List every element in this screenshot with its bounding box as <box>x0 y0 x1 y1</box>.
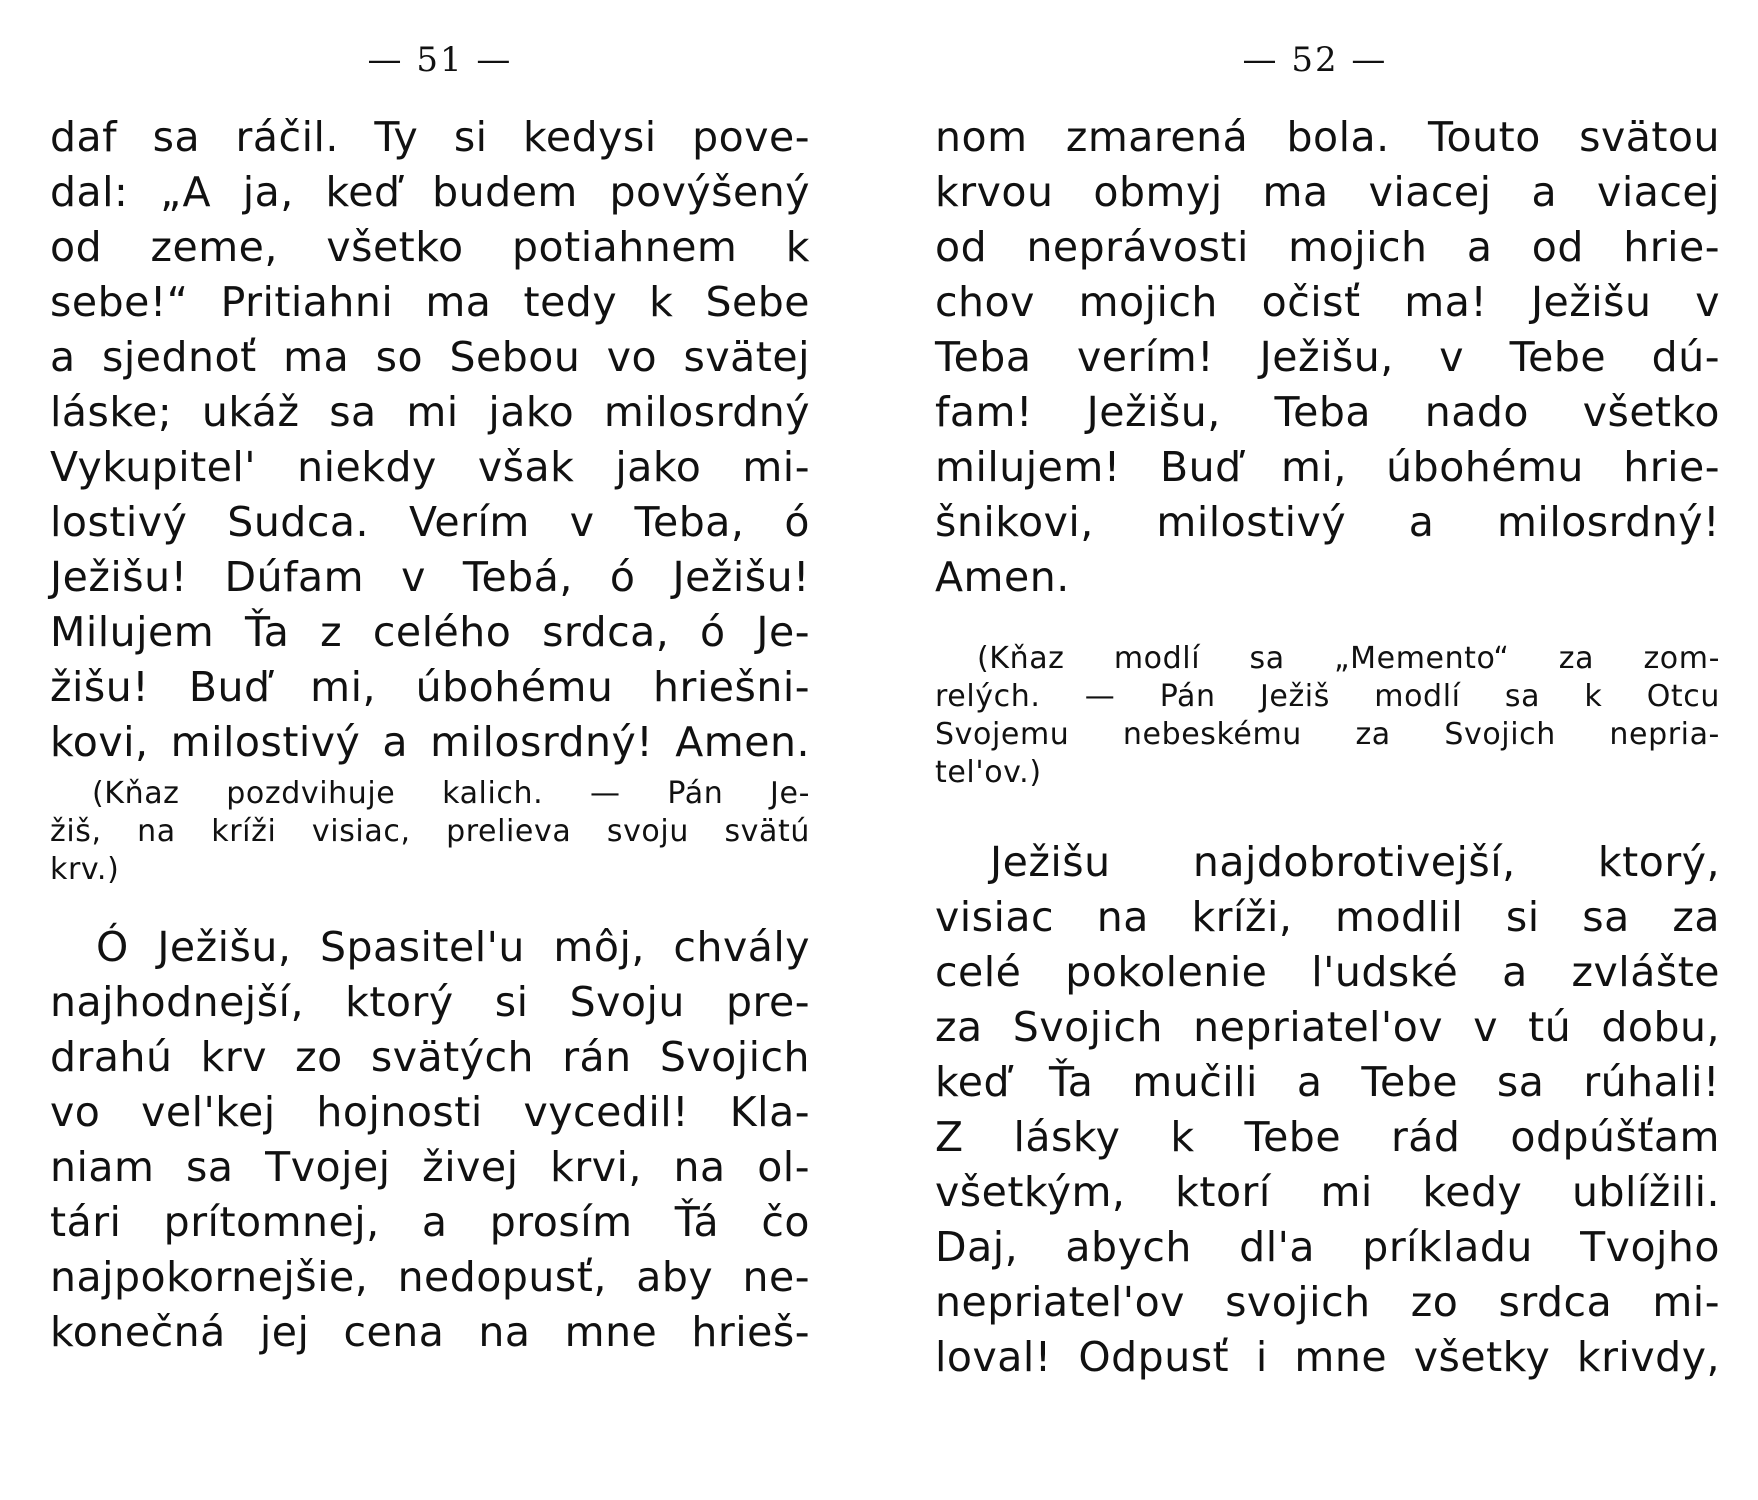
note-line: (Kňaz modlí sa „Memento“ za zom- <box>977 641 1720 676</box>
text-line: sebe!“ Pritiahni ma tedy k Sebe <box>50 278 810 326</box>
text-line: visiac na kríži, modlil si sa za <box>935 893 1720 941</box>
text-line: vo vel'kej hojnosti vycedil! Kla- <box>50 1088 810 1136</box>
text-line: celé pokolenie l'udské a zvlášte <box>935 948 1720 996</box>
text-line: milujem! Buď mi, úbohému hrie- <box>935 443 1720 491</box>
text-line: najhodnejší, ktorý si Svoju pre- <box>50 978 810 1026</box>
text-line: žišu! Buď mi, úbohému hriešni- <box>50 663 810 711</box>
text-line: všetkým, ktorí mi kedy ublížili. <box>935 1168 1720 1216</box>
note-line: (Kňaz pozdvihuje kalich. — Pán Je- <box>92 776 810 811</box>
note-line: žiš, na kríži visiac, prelieva svoju svätú <box>50 814 810 849</box>
text-line: chov mojich očisť ma! Ježišu v <box>935 278 1720 326</box>
text-line: nom zmarená bola. Touto svätou <box>935 113 1720 161</box>
text-line: konečná jej cena na mne hrieš- <box>50 1308 810 1356</box>
text-line: Ó Ježišu, Spasitel'u môj, chvály <box>96 923 810 971</box>
text-line: dal: „A ja, keď budem povýšený <box>50 168 810 216</box>
text-line: Vykupitel' niekdy však jako mi- <box>50 443 810 491</box>
text-line: drahú krv zo svätých rán Svojich <box>50 1033 810 1081</box>
text-line: od neprávosti mojich a od hrie- <box>935 223 1720 271</box>
note-line: Svojemu nebeskému za Svojich nepria- <box>935 717 1720 752</box>
text-line: Daj, abych dl'a príkladu Tvojho <box>935 1223 1720 1271</box>
liturgical-note <box>935 640 1720 792</box>
note-line: tel'ov.) <box>935 755 1042 790</box>
text-line: daf sa ráčil. Ty si kedysi pove- <box>50 113 810 161</box>
text-line: Z lásky k Tebe rád odpúšťam <box>935 1113 1720 1161</box>
text-line: Milujem Ťa z celého srdca, ó Je- <box>50 608 810 656</box>
text-line: krvou obmyj ma viacej a viacej <box>935 168 1720 216</box>
text-line: a sjednoť ma so Sebou vo svätej <box>50 333 810 381</box>
text-line: Amen. <box>935 553 1070 601</box>
text-line: Ježišu! Dúfam v Tebá, ó Ježišu! <box>50 553 810 601</box>
text-line: keď Ťa mučili a Tebe sa rúhali! <box>935 1058 1720 1106</box>
text-line: Ježišu najdobrotivejší, ktorý, <box>990 838 1720 886</box>
liturgical-note <box>50 775 810 889</box>
text-line: loval! Odpusť i mne všetky krivdy, <box>935 1333 1720 1381</box>
text-line: niam sa Tvojej živej krvi, na ol- <box>50 1143 810 1191</box>
text-line: najpokornejšie, nedopusť, aby ne- <box>50 1253 810 1301</box>
text-line: kovi, milostivý a milosrdný! Amen. <box>50 718 810 766</box>
paragraph <box>935 110 1720 605</box>
text-line: Teba verím! Ježišu, v Tebe dú- <box>935 333 1720 381</box>
page-number: — 51 — <box>367 40 513 80</box>
text-line: tári prítomnej, a prosím Ťá čo <box>50 1198 810 1246</box>
paragraph <box>935 835 1720 1385</box>
note-line: krv.) <box>50 852 120 887</box>
text-line: fam! Ježišu, Teba nado všetko <box>935 388 1720 436</box>
text-line: za Svojich nepriatel'ov v tú dobu, <box>935 1003 1720 1051</box>
paragraph <box>50 110 810 770</box>
text-line: šnikovi, milostivý a milosrdný! <box>935 498 1720 546</box>
page-number: — 52 — <box>1242 40 1388 80</box>
text-line: láske; ukáž sa mi jako milosrdný <box>50 388 810 436</box>
note-line: relých. — Pán Ježiš modlí sa k Otcu <box>935 679 1720 714</box>
text-line: lostivý Sudca. Verím v Teba, ó <box>50 498 810 546</box>
paragraph <box>50 920 810 1360</box>
text-line: nepriatel'ov svojich zo srdca mi- <box>935 1278 1720 1326</box>
text-line: od zeme, všetko potiahnem k <box>50 223 810 271</box>
